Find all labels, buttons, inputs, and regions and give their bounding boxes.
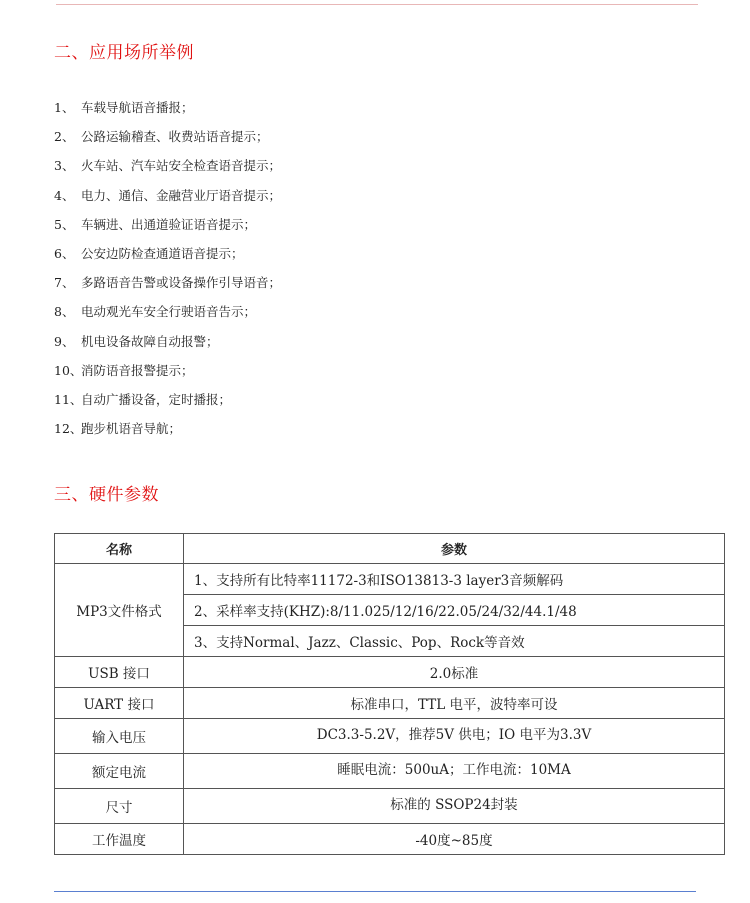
item-text: 车辆进、出通道验证语音提示； — [81, 216, 257, 232]
item-number: 1、 — [54, 100, 75, 115]
item-text: 电动观光车安全行驶语音告示； — [81, 304, 257, 320]
item-number: 2、 — [54, 129, 75, 145]
list-item — [54, 181, 281, 210]
item-text: 电力、通信、金融营业厅语音提示； — [81, 187, 282, 203]
item-text: 公路运输稽查、收费站语音提示； — [81, 129, 269, 145]
item-text: 公安边防检查通道语音提示； — [81, 245, 244, 261]
mp3-param-line: 1、支持所有比特率11172-3和ISO13813-3 layer3音频解码 — [184, 564, 725, 595]
row-value: DC3.3-5.2V，推荐5V 供电；IO 电平为3.3V — [184, 719, 725, 754]
column-header-params: 参数 — [184, 534, 725, 564]
list-item — [54, 297, 281, 326]
item-number: 8、 — [54, 304, 75, 320]
section-heading-hardware: 三、硬件参数 — [54, 485, 159, 505]
row-name: 输入电压 — [55, 719, 184, 754]
row-value: 2.0标准 — [184, 657, 725, 688]
table-row — [55, 824, 725, 855]
item-number: 6、 — [54, 245, 75, 261]
item-number: 7、 — [54, 275, 75, 291]
list-item — [54, 414, 281, 443]
item-text: 车载导航语音播报； — [81, 100, 194, 115]
row-name: 额定电流 — [55, 754, 184, 789]
list-item — [54, 327, 281, 356]
item-text: 多路语音告警或设备操作引导语音； — [81, 275, 282, 291]
item-number: 3、 — [54, 158, 75, 174]
table-row — [55, 719, 725, 754]
bottom-divider — [54, 891, 696, 892]
table-row — [55, 564, 725, 595]
list-item — [54, 385, 281, 414]
table-row — [55, 754, 725, 789]
item-text: 机电设备故障自动报警； — [81, 333, 219, 349]
list-item — [54, 268, 281, 297]
table-row — [55, 688, 725, 719]
application-list — [54, 93, 281, 443]
row-name: UART 接口 — [55, 688, 184, 719]
row-name: USB 接口 — [55, 657, 184, 688]
item-number: 5、 — [54, 216, 75, 232]
list-item — [54, 93, 281, 122]
list-item — [54, 239, 281, 268]
item-number: 11、 — [54, 391, 83, 407]
item-number: 12、 — [54, 421, 83, 437]
row-name: 工作温度 — [55, 824, 184, 855]
mp3-param-line: 2、采样率支持(KHZ):8/11.025/12/16/22.05/24/32/44.1/48 — [184, 595, 725, 626]
item-number: 9、 — [54, 333, 75, 349]
item-text: 火车站、汽车站安全检查语音提示； — [81, 158, 282, 174]
table-header-row — [55, 534, 725, 564]
row-value: 标准串口，TTL 电平，波特率可设 — [184, 688, 725, 719]
row-name-mp3: MP3文件格式 — [55, 564, 184, 657]
list-item — [54, 210, 281, 239]
row-value: 标准的 SSOP24封装 — [184, 789, 725, 824]
item-number: 4、 — [54, 187, 75, 203]
row-value: -40度~85度 — [184, 824, 725, 855]
list-item — [54, 151, 281, 180]
list-item — [54, 122, 281, 151]
item-text: 跑步机语音导航； — [81, 421, 182, 437]
hardware-params-table — [54, 533, 725, 855]
row-value: 睡眠电流：500uA；工作电流：10MA — [184, 754, 725, 789]
item-text: 自动广播设备，定时播报； — [81, 391, 232, 407]
section-heading-applications: 二、应用场所举例 — [54, 43, 194, 63]
list-item — [54, 356, 281, 385]
top-divider — [56, 4, 698, 5]
column-header-name: 名称 — [55, 534, 184, 564]
row-name: 尺寸 — [55, 789, 184, 824]
table-row — [55, 789, 725, 824]
item-number: 10、 — [54, 362, 83, 378]
table-row — [55, 657, 725, 688]
mp3-param-line: 3、支持Normal、Jazz、Classic、Pop、Rock等音效 — [184, 626, 725, 657]
item-text: 消防语音报警提示； — [81, 362, 194, 378]
